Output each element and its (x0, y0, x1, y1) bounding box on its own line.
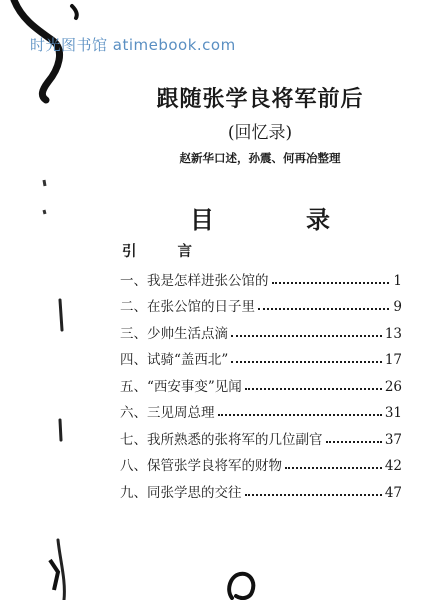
toc-entry-page: 17 (384, 352, 402, 368)
toc-entry (120, 342, 402, 369)
leader-dots (258, 308, 389, 310)
toc-entry-page: 37 (384, 431, 402, 448)
leader-dots (231, 335, 382, 337)
toc-entry-title: 四、试骑“盖西北” (120, 352, 229, 368)
toc-entry-title: 六、三见周总理 (120, 405, 215, 421)
toc-heading-char: 录 (306, 205, 330, 234)
toc-entry-page: 26 (384, 378, 402, 395)
toc-entry (120, 395, 402, 422)
toc-intro-char: 言 (177, 243, 192, 260)
toc-entry-page: 47 (384, 484, 402, 501)
authors-line: 赵新华口述，孙震、何再冶整理 (179, 151, 341, 165)
leader-dots (326, 441, 382, 443)
toc-entry-page: 13 (384, 325, 402, 342)
toc-entry (120, 368, 402, 395)
toc-entry (120, 448, 402, 475)
binding-edge-marks (0, 0, 90, 600)
toc-entry-page: 1 (393, 272, 402, 289)
toc-entry-title: 五、“西安事变”见闻 (120, 378, 242, 395)
toc-entry-title: 八、保管张学良将军的财物 (120, 458, 282, 474)
book-title: 跟随张学良将军前后 (156, 86, 364, 112)
leader-dots (245, 388, 382, 390)
leader-dots (272, 282, 390, 284)
toc-entry (120, 289, 402, 316)
toc-entry-title: 二、在张公馆的日子里 (120, 299, 255, 315)
toc-entry (120, 421, 402, 448)
toc-entry-title: 七、我所熟悉的张将军的几位副官 (120, 431, 323, 448)
watermark: 时光图书馆 atimebook.com (30, 36, 236, 54)
table-of-contents (120, 262, 402, 501)
toc-entry-page: 42 (384, 458, 402, 474)
toc-entry (120, 315, 402, 342)
leader-dots (231, 361, 382, 363)
toc-entry-page: 9 (393, 299, 402, 315)
toc-entry-title: 一、我是怎样进张公馆的 (120, 272, 269, 289)
toc-heading (190, 200, 330, 235)
toc-entry-page: 31 (384, 405, 402, 421)
leader-dots (218, 414, 382, 416)
leader-dots (245, 494, 382, 496)
toc-entry (120, 262, 402, 289)
leader-dots (285, 467, 382, 469)
toc-entry (120, 474, 402, 501)
book-subtitle: (回忆录) (227, 123, 293, 143)
toc-heading-char: 目 (190, 205, 214, 234)
toc-intro-entry (122, 240, 192, 261)
toc-intro-char: 引 (122, 243, 137, 260)
toc-entry-title: 三、少帅生活点滴 (120, 325, 228, 342)
toc-entry-title: 九、同张学思的交往 (120, 484, 242, 501)
page-bottom-mark (222, 568, 262, 600)
